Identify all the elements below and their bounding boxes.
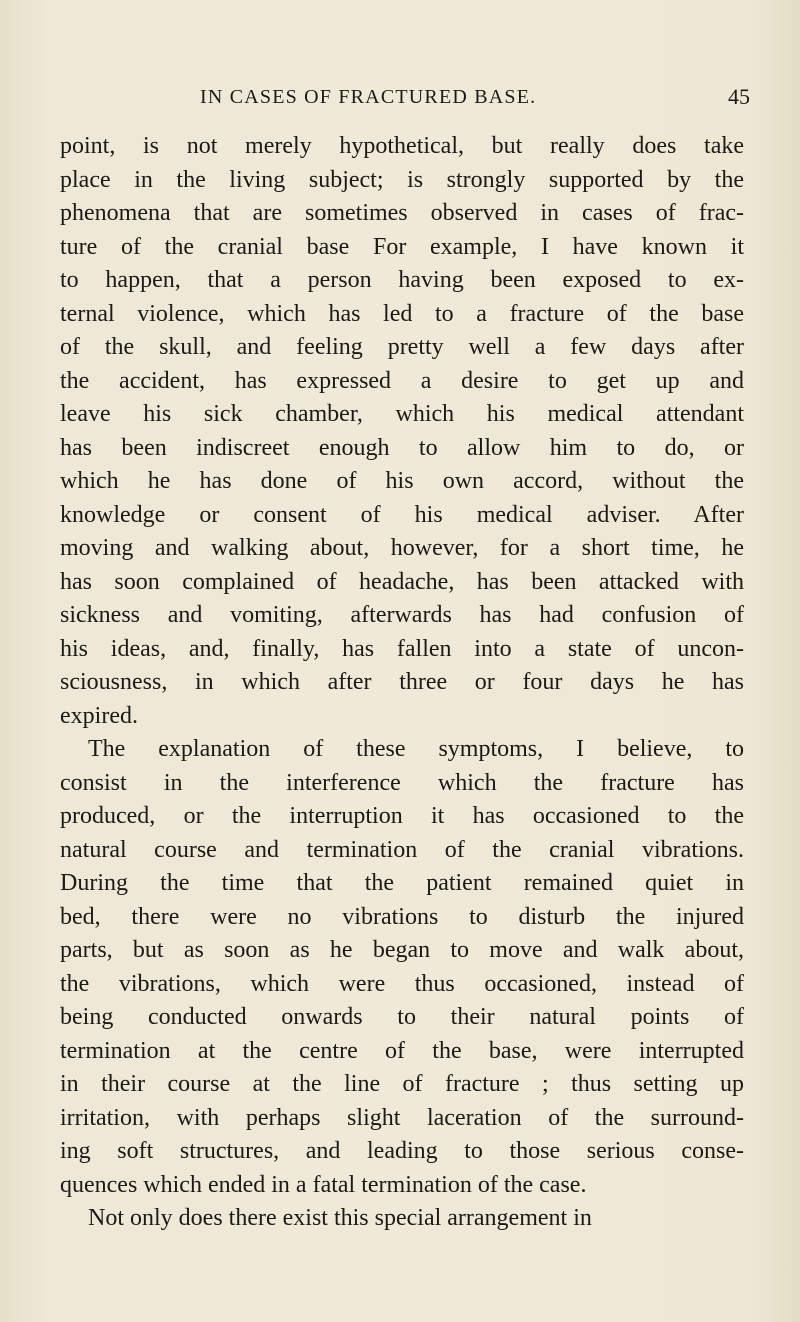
- running-title: IN CASES OF FRACTURED BASE.: [200, 86, 537, 108]
- text-line: in their course at the line of fracture ; thus setting up: [60, 1071, 744, 1097]
- page-number: 45: [728, 84, 750, 109]
- text-line: phenomena that are sometimes observed in cases of frac-: [60, 200, 744, 226]
- text-line: has soon complained of headache, has been attacked with: [60, 568, 744, 595]
- text-line: produced, or the interruption it has occasioned to the: [60, 803, 744, 829]
- text-line: of the skull, and feeling pretty well a few days after: [60, 334, 744, 360]
- text-line: sickness and vomiting, afterwards has had confusion of: [60, 602, 744, 628]
- text-line: place in the living subject; is strongly supported by the: [60, 166, 744, 193]
- text-line: ternal violence, which has led to a fracture of the base: [60, 300, 744, 327]
- text-line: leave his sick chamber, which his medical attendant: [60, 401, 744, 427]
- text-line: ing soft structures, and leading to those serious conse-: [60, 1138, 744, 1164]
- text-line: knowledge or consent of his medical adviser. After: [60, 501, 744, 528]
- text-line: consist in the interference which the fracture has: [60, 769, 744, 796]
- paragraph-start-line: Not only does there exist this special arrangement in: [88, 1205, 592, 1231]
- text-line: point, is not merely hypothetical, but really does take: [60, 133, 744, 159]
- text-line: to happen, that a person having been exposed to ex-: [60, 267, 744, 293]
- paragraph-end-line: expired.: [60, 702, 138, 729]
- text-line: moving and walking about, however, for a short time, he: [60, 535, 744, 561]
- text-line: the accident, has expressed a desire to get up and: [60, 367, 744, 394]
- body-text: [60, 130, 744, 1236]
- paragraph-start-line: The explanation of these symptoms, I believe, to: [88, 736, 744, 762]
- text-line: has been indiscreet enough to allow him to do, or: [60, 434, 744, 461]
- text-line: ture of the cranial base For example, I have known it: [60, 233, 744, 260]
- text-line: his ideas, and, finally, has fallen into a state of uncon-: [60, 635, 744, 662]
- text-line: termination at the centre of the base, were interrupted: [60, 1037, 744, 1064]
- text-line: which he has done of his own accord, without the: [60, 468, 744, 494]
- running-head: [60, 80, 750, 110]
- text-line: parts, but as soon as he began to move and walk about,: [60, 937, 744, 963]
- text-line: sciousness, in which after three or four days he has: [60, 669, 744, 695]
- paragraph-end-line: quences which ended in a fatal termination of the case.: [60, 1171, 587, 1198]
- text-line: the vibrations, which were thus occasioned, instead of: [60, 970, 744, 997]
- text-line: During the time that the patient remained quiet in: [60, 870, 744, 896]
- text-line: irritation, with perhaps slight laceration of the surround-: [60, 1104, 744, 1131]
- text-line: being conducted onwards to their natural points of: [60, 1004, 744, 1030]
- text-line: natural course and termination of the cranial vibrations.: [60, 836, 744, 863]
- text-line: bed, there were no vibrations to disturb the injured: [60, 903, 744, 930]
